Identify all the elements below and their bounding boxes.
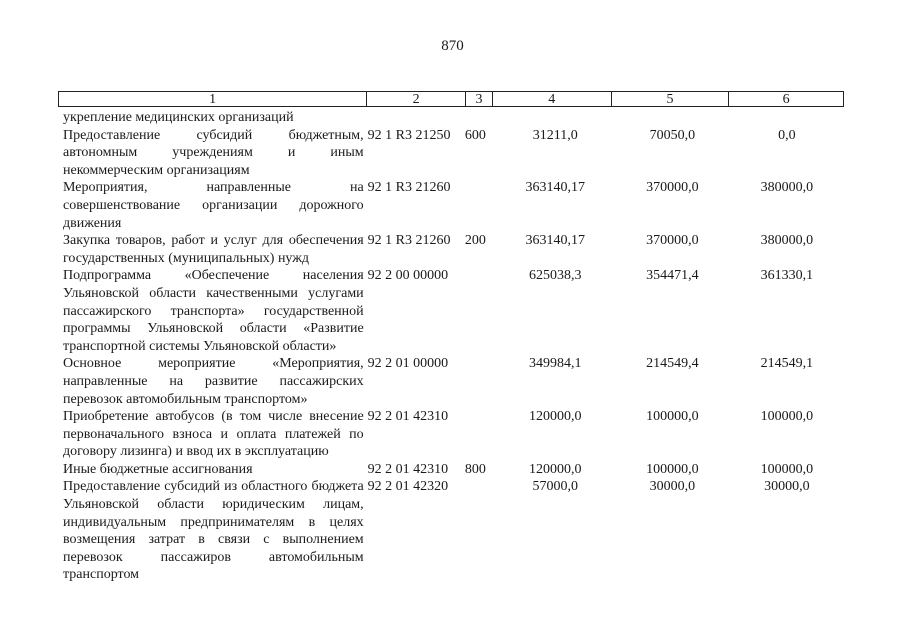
amount-col-6: 0,0 [778,127,796,143]
expense-type [465,267,497,355]
amount-col-5: 354471,4 [646,268,699,284]
row-description: укрепление медицинских организаций [63,110,294,125]
amount-col-4: 120000,0 [528,409,582,425]
amount-col-5: 370000,0 [646,233,699,249]
expense-type: 600 [464,127,486,143]
amount-col-5: 370000,0 [646,180,699,196]
target-article-code [364,109,465,127]
table-row [63,355,843,408]
table-row [63,127,843,180]
row-description: Мероприятия, направленные на совершенствование организации дорожного движения [63,180,364,231]
row-description: Подпрограмма «Обеспечение населения Ульяновской области качественными услугами пассажирского транспорта» государственной программы Ульяновской области «Развитие транспортной системы Ульяновской области» [63,268,364,354]
amount-col-5: 30000,0 [649,479,696,495]
expense-type [465,355,497,408]
amount-col-4: 625038,3 [528,268,582,284]
expense-type [465,179,497,232]
target-article-code: 92 2 00 00000 [367,268,449,284]
target-article-code: 92 2 01 00000 [367,356,449,372]
column-header-6: 6 [782,92,790,107]
table-row [63,408,843,461]
amount-col-4: 120000,0 [528,461,582,477]
row-description: Закупка товаров, работ и услуг для обеспечения государственных (муниципальных) нужд [63,233,364,266]
amount-col-5: 100000,0 [646,409,699,425]
amount-col-6: 214549,1 [760,356,814,372]
row-description: Основное мероприятие «Мероприятия, направленные на развитие пассажирских перевозок автомобильным транспортом» [63,356,364,407]
expense-type [465,109,497,127]
target-article-code: 92 2 01 42320 [367,479,449,495]
amount-col-5: 70050,0 [649,127,696,143]
table-row [63,267,843,355]
amount-col-6: 361330,1 [760,268,814,284]
amount-col-6: 100000,0 [760,461,814,477]
amount-col-6: 380000,0 [760,233,814,249]
row-description: Предоставление субсидий из областного бюджета Ульяновской области юридическим лицам, индивидуальным предпринимателям в целях возмещения затрат в связи с выполнением перевозок пассажиров автомобильным транспортом [63,479,364,583]
amount-col-5 [614,109,731,127]
amount-col-6: 30000,0 [764,479,810,495]
row-description: Предоставление субсидий бюджетным, автономным учреждениям и иным некоммерческим организациям [63,127,364,178]
target-article-code: 92 1 R3 21260 [367,180,451,196]
table-row [63,478,843,584]
table-row [63,461,843,479]
amount-col-4: 363140,17 [525,180,585,196]
amount-col-4 [497,109,614,127]
amount-col-4: 31211,0 [532,127,578,143]
amount-col-6: 380000,0 [760,180,814,196]
amount-col-6 [731,109,843,127]
column-header-2: 2 [367,92,466,106]
amount-col-4: 363140,17 [525,233,585,249]
table-row [63,109,843,127]
expense-type: 200 [464,233,486,249]
amount-col-6: 100000,0 [760,409,814,425]
amount-col-4: 349984,1 [528,356,582,372]
column-header-3: 3 [466,92,493,106]
page-number: 870 [441,38,464,54]
table-header [58,91,844,107]
table-row [63,232,843,267]
row-description: Приобретение автобусов (в том числе внесение первоначального взноса и оплата платежей по договору лизинга) и ввод их в эксплуатацию [63,409,364,460]
expense-type [465,478,497,584]
table-body [63,109,843,584]
target-article-code: 92 1 R3 21260 [367,233,451,249]
row-description: Иные бюджетные ассигнования [63,461,253,477]
target-article-code: 92 1 R3 21250 [367,127,451,143]
amount-col-4: 57000,0 [532,479,578,495]
table-row [63,179,843,232]
column-header-4: 4 [493,92,612,106]
column-header-1: 1 [59,92,367,106]
target-article-code: 92 2 01 42310 [367,461,449,477]
expense-type [465,408,497,461]
column-header-5: 5 [612,92,730,106]
amount-col-5: 100000,0 [646,461,699,477]
target-article-code: 92 2 01 42310 [367,409,449,425]
expense-type: 800 [464,461,486,477]
amount-col-5: 214549,4 [646,356,699,372]
